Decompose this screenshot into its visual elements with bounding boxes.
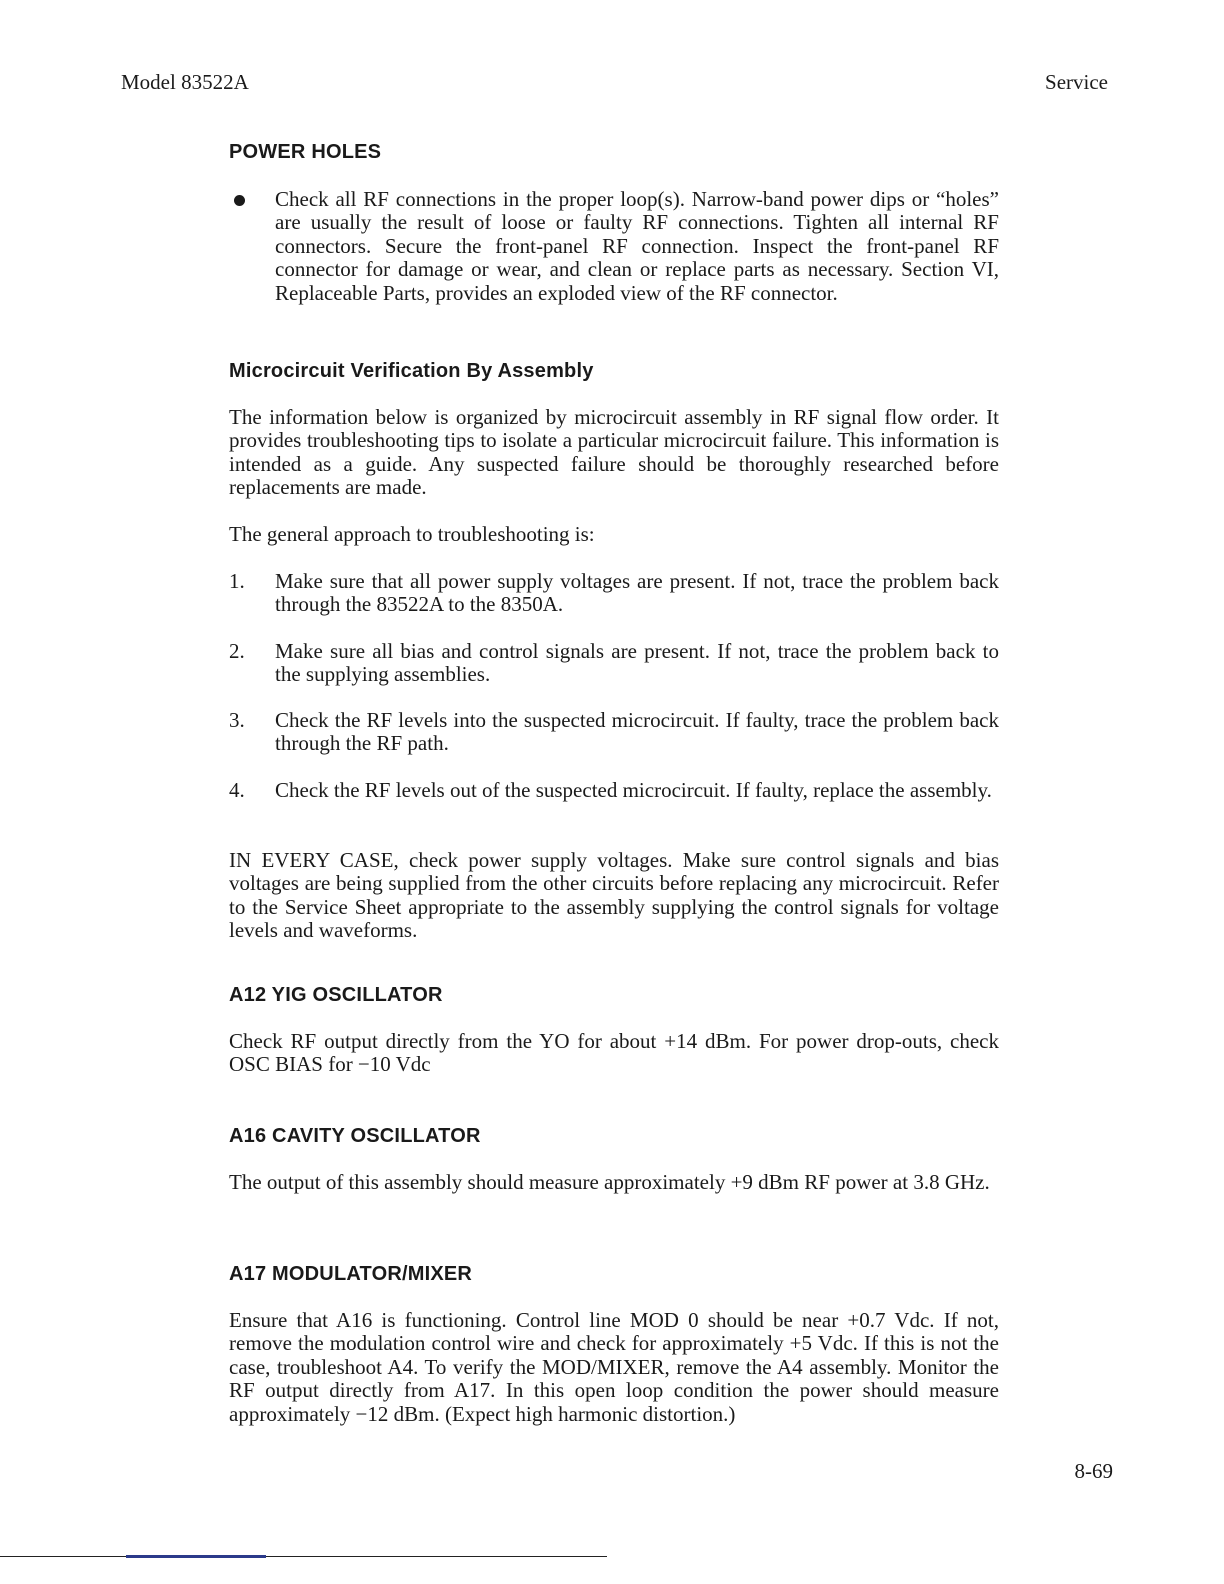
- a12-text: Check RF output directly from the YO for about +14 dBm. For power drop-outs, check OSC BIAS for −10 Vdc: [229, 1029, 999, 1077]
- list-item: [229, 779, 999, 802]
- list-number: 3.: [229, 708, 245, 732]
- power-holes-text: Check all RF connections in the proper loop(s). Narrow-band power dips or “holes” are usually the result of loose or faulty RF connections. Tighten all internal RF connectors. Secure the front-panel RF connection. Inspect the front-panel RF connector for damage or wear, and clean or replace parts as necessary. Section VI, Replaceable Parts, provides an exploded view of the RF connector.: [275, 187, 999, 305]
- power-holes-bullet-item: [229, 188, 999, 305]
- list-text: Check the RF levels out of the suspected microcircuit. If faulty, replace the assembly.: [275, 778, 992, 802]
- heading-a17: A17 MODULATOR/MIXER: [229, 1263, 473, 1285]
- every-case-text: IN EVERY CASE, check power supply voltages. Make sure control signals and bias voltages are being supplied from the other circuits before replacing any microcircuit. Refer to the Service Sheet appropriate to the assembly supplying the control signals for voltage levels and waveforms.: [229, 848, 999, 943]
- a17-text: Ensure that A16 is functioning. Control line MOD 0 should be near +0.7 Vdc. If not, remove the modulation control wire and check for approximately +5 Vdc. If this is not the case, troubleshoot A4. To verify the MOD/MIXER, remove the A4 assembly. Monitor the RF output directly from A17. In this open loop condition the power should measure approximately −12 dBm. (Expect high harmonic distortion.): [229, 1308, 999, 1426]
- header-section: Service: [1045, 70, 1108, 94]
- bottom-rule: [0, 1556, 607, 1557]
- page-number: 8-69: [1074, 1459, 1113, 1483]
- list-text: Make sure that all power supply voltages are present. If not, trace the problem back through the 83522A to the 8350A.: [275, 569, 999, 617]
- list-item: [229, 709, 999, 756]
- heading-power-holes: POWER HOLES: [229, 141, 382, 163]
- a16-text: The output of this assembly should measure approximately +9 dBm RF power at 3.8 GHz.: [229, 1170, 990, 1194]
- list-text: Check the RF levels into the suspected microcircuit. If faulty, trace the problem back through the RF path.: [275, 708, 999, 756]
- heading-a16: A16 CAVITY OSCILLATOR: [229, 1125, 481, 1147]
- list-number: 2.: [229, 639, 245, 663]
- heading-a12: A12 YIG OSCILLATOR: [229, 984, 443, 1006]
- approach-text: The general approach to troubleshooting is:: [229, 522, 595, 546]
- bullet-icon: [234, 195, 245, 206]
- heading-verification: Microcircuit Verification By Assembly: [229, 360, 594, 382]
- bottom-rule-accent: [126, 1555, 266, 1558]
- list-item: [229, 640, 999, 687]
- header-model: Model 83522A: [121, 70, 249, 94]
- list-number: 4.: [229, 778, 245, 802]
- list-item: [229, 570, 999, 617]
- list-number: 1.: [229, 569, 245, 593]
- verification-intro: The information below is organized by microcircuit assembly in RF signal flow order. It provides troubleshooting tips to isolate a particular microcircuit failure. This information is intended as a guide. Any suspected failure should be thoroughly researched before replacements are made.: [229, 405, 999, 500]
- list-text: Make sure all bias and control signals are present. If not, trace the problem back to the supplying assemblies.: [275, 639, 999, 687]
